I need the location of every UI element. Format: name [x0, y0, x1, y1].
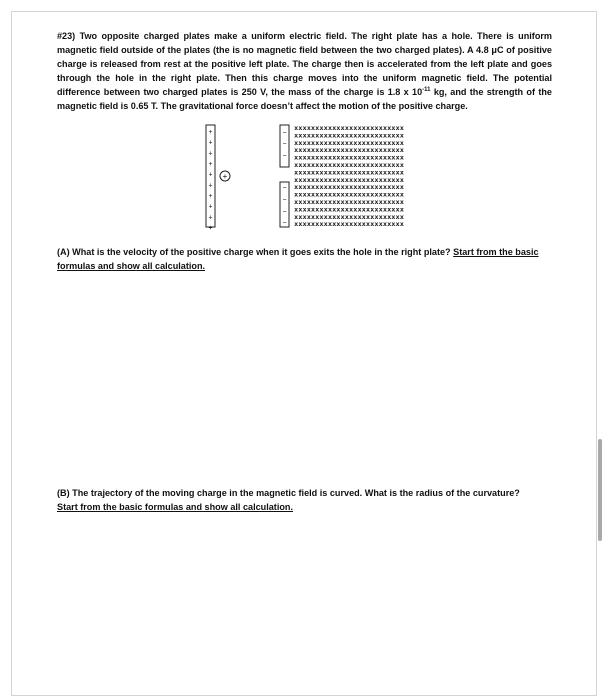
plate-minus-sign: − [282, 209, 287, 216]
plate-plus-sign: + [208, 129, 213, 136]
question-a-text: (A) What is the velocity of the positive charge when it goes exits the hole in the right plate? [57, 247, 454, 257]
field-x-row: xxxxxxxxxxxxxxxxxxxxxxxxxx [294, 213, 405, 221]
plate-plus-sign: + [208, 182, 213, 190]
problem-number: #23) [57, 31, 76, 41]
question-a [57, 245, 552, 273]
question-b-instruction: Start from the basic formulas and show all calculation. [57, 502, 293, 512]
question-b-text: (B) The trajectory of the moving charge in the magnetic field is curved. What is the radius of the curvature? [57, 488, 520, 498]
charge-symbol: + [222, 172, 228, 181]
problem-text-end: kg, and the strength of the magnetic field is 0.65 T. The gravitational force doesn’t affect the motion of the positive charge. [57, 87, 552, 111]
plate-plus-sign: + [208, 139, 213, 147]
field-x-row: xxxxxxxxxxxxxxxxxxxxxxxxxx [294, 191, 405, 199]
mass-exponent: -11 [422, 87, 431, 93]
plate-plus-sign: + [208, 171, 213, 179]
plate-minus-sign: − [282, 130, 287, 137]
question-b [57, 486, 552, 514]
field-x-row: xxxxxxxxxxxxxxxxxxxxxxxxxx [294, 169, 405, 177]
field-x-row: xxxxxxxxxxxxxxxxxxxxxxxxxx [294, 184, 405, 192]
field-x-row: xxxxxxxxxxxxxxxxxxxxxxxxxx [294, 206, 405, 214]
plate-plus-sign: + [208, 150, 213, 158]
field-x-row: xxxxxxxxxxxxxxxxxxxxxxxxxx [294, 125, 405, 132]
field-x-row: xxxxxxxxxxxxxxxxxxxxxxxxxx [294, 132, 405, 140]
plate-minus-sign: − [282, 153, 287, 160]
field-x-row: xxxxxxxxxxxxxxxxxxxxxxxxxx [294, 199, 405, 206]
field-x-row: xxxxxxxxxxxxxxxxxxxxxxxxxx [294, 154, 405, 162]
plate-plus-sign: + [208, 225, 213, 232]
field-x-row: xxxxxxxxxxxxxxxxxxxxxxxxxx [294, 139, 405, 147]
field-x-row: xxxxxxxxxxxxxxxxxxxxxxxxxx [294, 176, 405, 184]
plates-diagram [200, 120, 420, 232]
plate-plus-sign: + [208, 203, 213, 211]
plate-plus-sign: + [208, 161, 213, 168]
problem-text: Two opposite charged plates make a uniform electric field. The right plate has a hole. There is uniform magnetic field outside of the plates (the is no magnetic field between the two charged plates). A 4.8 μC of positive charge is released from rest at the positive left plate. The charge then is accelerated from the left plate and goes through the hole in the right plate. Then this charge moves into the uniform magnetic field. The potential difference between two charged plates is 250 V, the mass of the charge is 1.8 x 10 [57, 31, 552, 97]
field-x-row: xxxxxxxxxxxxxxxxxxxxxxxxxx [294, 221, 405, 229]
plate-minus-sign: − [282, 197, 287, 204]
magnetic-field-region [294, 125, 404, 228]
vertical-scrollbar[interactable] [598, 439, 602, 541]
field-x-row: xxxxxxxxxxxxxxxxxxxxxxxxxx [294, 147, 405, 155]
plate-minus-sign: − [282, 185, 287, 192]
question-a-instruction: Start from the basic formulas and show all calculation. [57, 247, 539, 271]
plate-minus-sign: − [282, 220, 287, 227]
plate-plus-sign: + [208, 193, 213, 200]
field-x-row: xxxxxxxxxxxxxxxxxxxxxxxxxx [294, 162, 405, 169]
plate-plus-sign: + [208, 214, 213, 222]
document-page [11, 11, 597, 696]
problem-statement [57, 29, 552, 113]
plate-minus-sign: − [282, 141, 287, 148]
